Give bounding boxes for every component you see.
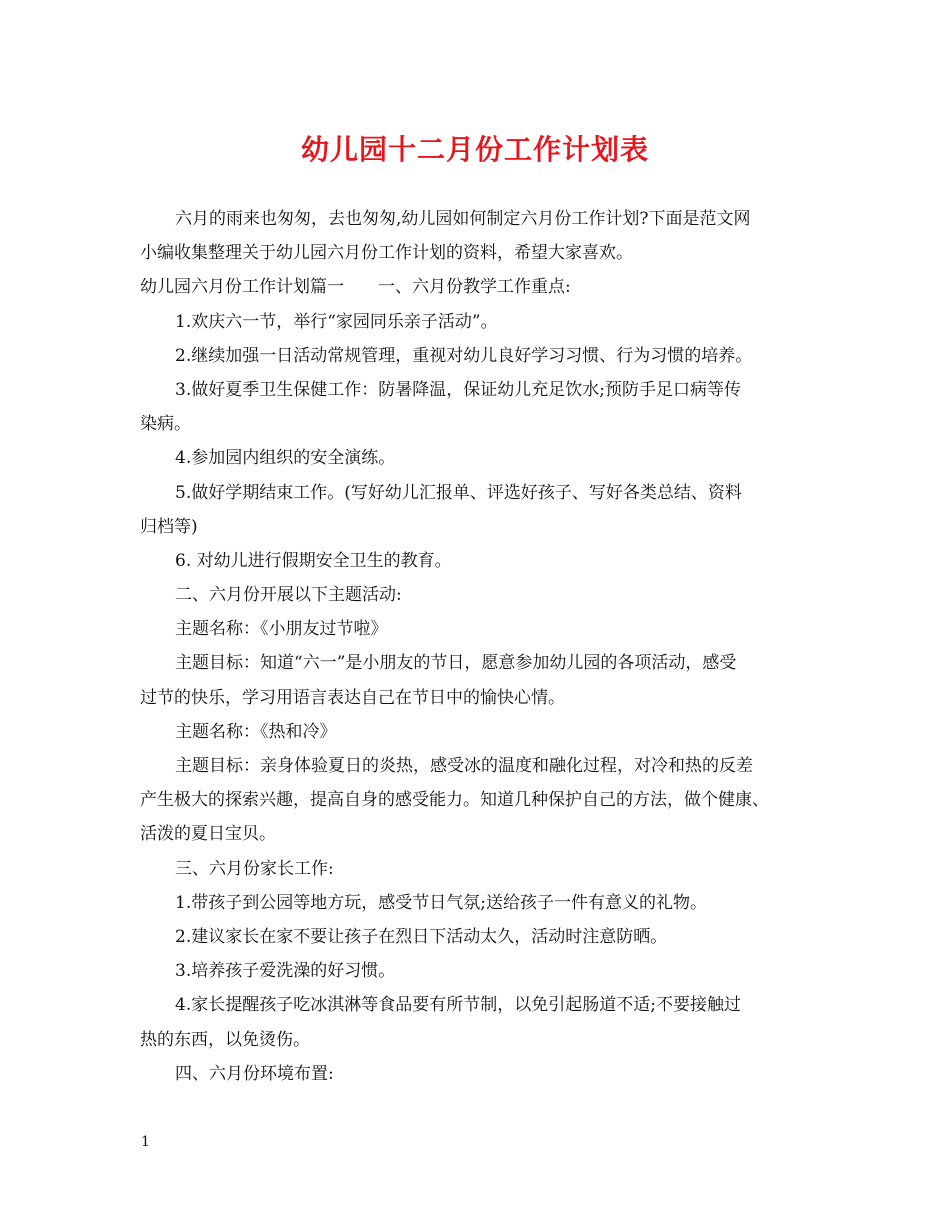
paragraph-line: 3.培养孩子爱洗澡的好习惯。 bbox=[175, 961, 396, 982]
paragraph-line: 5.做好学期结束工作。(写好幼儿汇报单、评选好孩子、写好各类总结、资料 bbox=[175, 482, 742, 503]
paragraph-line: 小编收集整理关于幼儿园六月份工作计划的资料，希望大家喜欢。 bbox=[140, 243, 633, 264]
page-number: 1 bbox=[141, 1134, 150, 1150]
paragraph-line: 主题名称：《小朋友过节啦》 bbox=[175, 619, 388, 640]
paragraph-line: 4.参加园内组织的安全演练。 bbox=[175, 448, 396, 469]
paragraph-line: 主题目标：知道“六一”是小朋友的节日，愿意参加幼儿园的各项活动，感受 bbox=[175, 653, 737, 674]
document-body bbox=[140, 202, 812, 1091]
paragraph-line: 热的东西，以免烫伤。 bbox=[140, 1029, 310, 1050]
paragraph-line: 过节的快乐，学习用语言表达自己在节日中的愉快心情。 bbox=[140, 687, 565, 708]
paragraph-line: 幼儿园六月份工作计划篇一 一、六月份教学工作重点: bbox=[140, 277, 571, 298]
paragraph-line: 2.继续加强一日活动常规管理，重视对幼儿良好学习习惯、行为习惯的培养。 bbox=[175, 345, 753, 366]
paragraph-line: 6. 对幼儿进行假期安全卫生的教育。 bbox=[175, 550, 452, 571]
paragraph-line: 主题目标：亲身体验夏日的炎热，感受冰的温度和融化过程，对冷和热的反差 bbox=[175, 756, 753, 776]
paragraph-line: 主题名称：《热和冷》 bbox=[175, 721, 337, 742]
paragraph-line: 三、六月份家长工作: bbox=[175, 858, 334, 879]
paragraph-line: 四、六月份环境布置: bbox=[175, 1063, 334, 1084]
paragraph-line: 4.家长提醒孩子吃冰淇淋等食品要有所节制，以免引起肠道不适;不要接触过 bbox=[175, 995, 741, 1016]
paragraph-line: 染病。 bbox=[140, 414, 191, 435]
paragraph-line: 1.带孩子到公园等地方玩，感受节日气氛;送给孩子一件有意义的礼物。 bbox=[175, 892, 707, 913]
paragraph-line: 六月的雨来也匆匆，去也匆匆,幼儿园如何制定六月份工作计划?下面是范文网 bbox=[175, 209, 751, 229]
paragraph-line: 3.做好夏季卫生保健工作：防暑降温，保证幼儿充足饮水;预防手足口病等传 bbox=[175, 379, 741, 400]
paragraph-line: 2.建议家长在家不要让孩子在烈日下活动太久，活动时注意防晒。 bbox=[175, 926, 668, 947]
paragraph-line: 1.欢庆六一节，举行“家园同乐亲子活动”。 bbox=[175, 311, 498, 332]
paragraph-line: 产生极大的探索兴趣，提高自身的感受能力。知道几种保护自己的方法，做个健康、 bbox=[140, 790, 769, 811]
paragraph-line: 二、六月份开展以下主题活动: bbox=[175, 585, 402, 606]
paragraph-line: 归档等) bbox=[140, 516, 198, 537]
paragraph-line: 活泼的夏日宝贝。 bbox=[140, 824, 276, 845]
document-title: 幼儿园十二月份工作计划表 bbox=[300, 133, 649, 166]
